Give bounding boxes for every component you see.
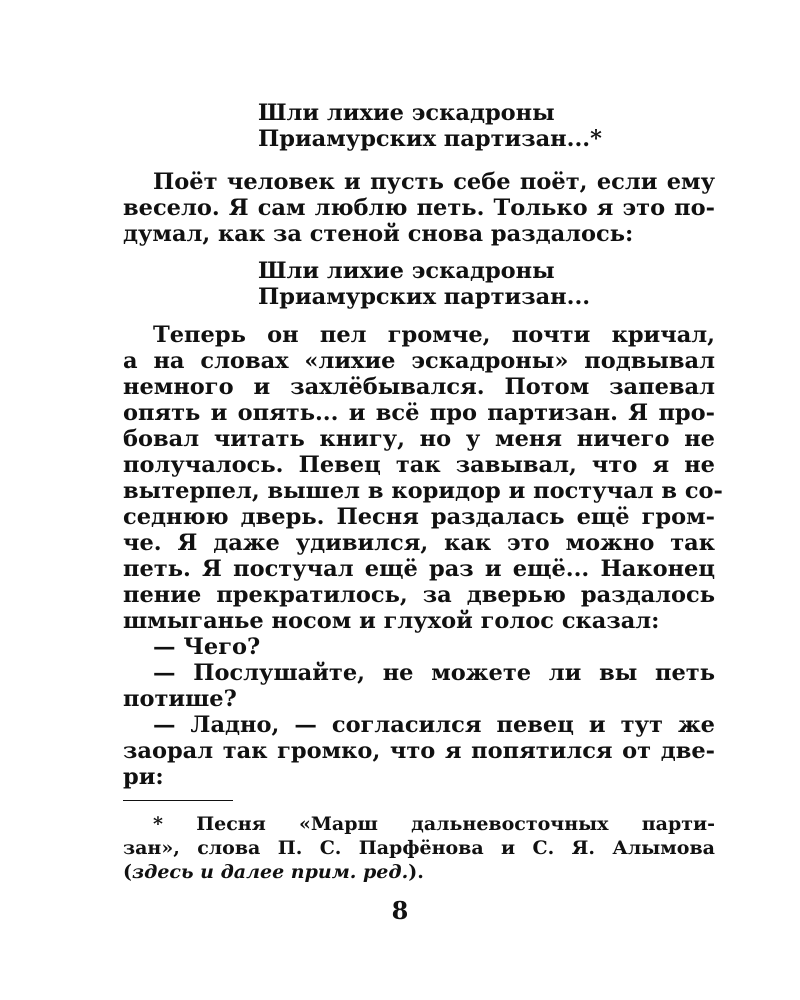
paragraph-line: Теперь он пел громче, почти кричал, <box>153 322 715 348</box>
footnote-line: * Песня «Марш дальневосточных парти- <box>153 813 715 835</box>
verse-line: Приамурских партизан... <box>258 284 591 310</box>
paragraph-line: думал, как за стеной снова раздалось: <box>123 221 634 247</box>
verse-line: Шли лихие эскадроны <box>258 100 555 126</box>
dialogue-line: — Послушайте, не можете ли вы петь <box>153 660 715 686</box>
dialogue-line: ри: <box>123 764 164 790</box>
paragraph-line: вытерпел, вышел в коридор и постучал в со- <box>123 478 723 504</box>
paragraph-line: весело. Я сам люблю петь. Только я это по- <box>123 195 715 221</box>
footnote-line <box>123 860 715 884</box>
footnote-paren-close: ). <box>408 861 424 883</box>
paragraph-line: пение прекратилось, за дверью раздалось <box>123 582 715 608</box>
verse-line: Шли лихие эскадроны <box>258 258 555 284</box>
footnote-line: зан», слова П. С. Парфёнова и С. Я. Алымова <box>123 837 715 859</box>
paragraph-line: Поёт человек и пусть себе поёт, если ему <box>153 169 715 195</box>
dialogue-line: заорал так громко, что я попятился от две- <box>123 738 715 764</box>
dialogue-line: потише? <box>123 686 237 712</box>
footnote-paren-open: ( <box>123 861 132 883</box>
dialogue-line: — Чего? <box>153 634 261 660</box>
footnote-separator <box>123 800 233 801</box>
page-number: 8 <box>391 896 409 925</box>
paragraph-line: шмыганье носом и глухой голос сказал: <box>123 608 660 634</box>
footnote-editor-note: здесь и далее прим. ред. <box>132 861 409 883</box>
verse-line: Приамурских партизан...* <box>258 126 602 152</box>
paragraph-line: че. Я даже удивился, как это можно так <box>123 530 715 556</box>
dialogue-line: — Ладно, — согласился певец и тут же <box>153 712 715 738</box>
paragraph-line: получалось. Певец так завывал, что я не <box>123 452 715 478</box>
paragraph-line: седнюю дверь. Песня раздалась ещё гром- <box>123 504 715 530</box>
paragraph-line: немного и захлёбывался. Потом запевал <box>123 374 715 400</box>
paragraph-line: бовал читать книгу, но у меня ничего не <box>123 426 715 452</box>
paragraph-line: петь. Я постучал ещё раз и ещё... Наконец <box>123 556 715 582</box>
paragraph-line: а на словах «лихие эскадроны» подвывал <box>123 348 715 374</box>
paragraph-line: опять и опять... и всё про партизан. Я про- <box>123 400 715 426</box>
